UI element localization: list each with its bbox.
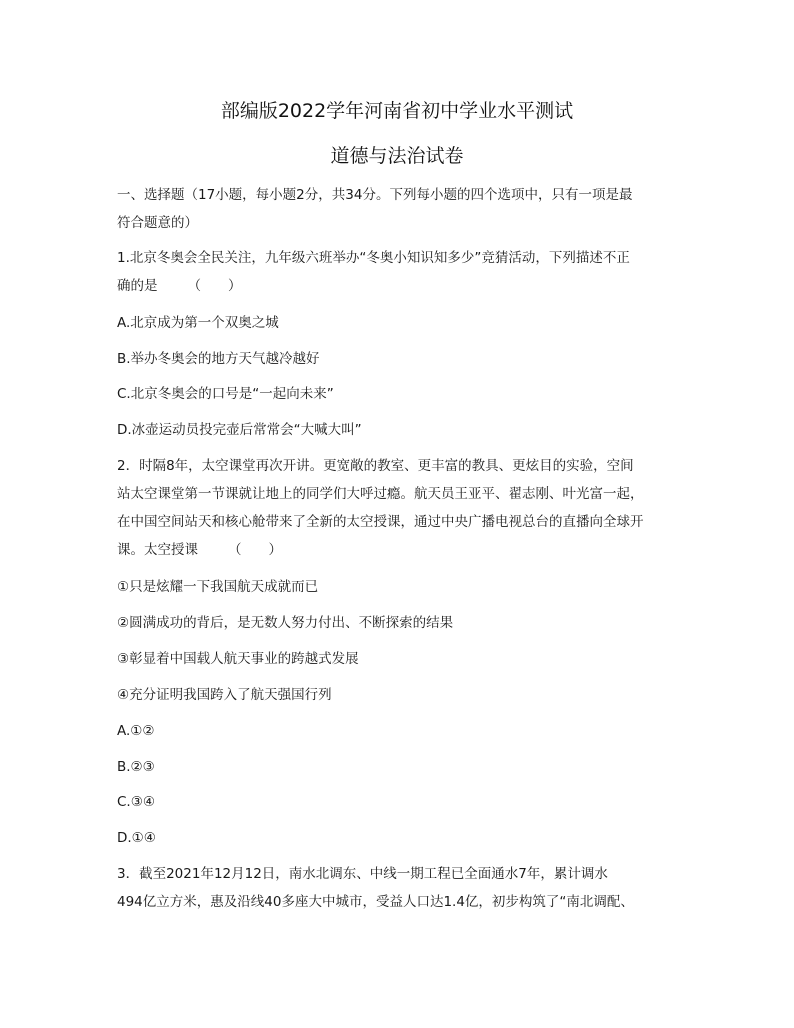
section-heading-line-2: 符合题意的） <box>117 215 198 231</box>
answer-bracket: （ ） <box>228 542 282 558</box>
document-subtitle: 道德与法治试卷 <box>330 145 464 167</box>
question-2-stem-line-2: 站太空课堂第一节课就让地上的同学们大呼过瘾。航天员王亚平、翟志刚、叶光富一起， <box>117 486 644 502</box>
question-2-statement-4: ④充分证明我国跨入了航天强国行列 <box>117 687 332 703</box>
question-2-option-c: C.③④ <box>117 794 155 810</box>
question-1-option-a: A.北京成为第一个双奥之城 <box>117 315 279 331</box>
question-1-stem-text: 确的是 <box>117 278 158 294</box>
question-2-stem-line-3: 在中国空间站天和核心舱带来了全新的太空授课，通过中央广播电视总台的直播向全球开 <box>117 514 644 530</box>
question-2-stem-text: 课。太空授课 <box>117 542 198 558</box>
question-2-stem-line-1: 2．时隔8年，太空课堂再次开讲。更宽敞的教室、更丰富的教具、更炫目的实验，空间 <box>117 458 634 474</box>
question-2-stem-line-4 <box>117 540 282 560</box>
question-2-statement-1: ①只是炫耀一下我国航天成就而已 <box>117 579 319 595</box>
question-3-stem-line-2: 494亿立方米，惠及沿线40多座大中城市，受益人口达1.4亿，初步构筑了“南北调配、 <box>117 894 634 910</box>
question-2-option-b: B.②③ <box>117 759 155 775</box>
answer-bracket: （ ） <box>187 278 242 294</box>
document-title: 部编版2022学年河南省初中学业水平测试 <box>220 100 574 122</box>
question-2-option-d: D.①④ <box>117 830 156 846</box>
question-2-statement-2: ②圆满成功的背后，是无数人努力付出、不断探索的结果 <box>117 615 454 631</box>
question-1-option-c: C.北京冬奥会的口号是“一起向未来” <box>117 386 334 402</box>
question-2-option-a: A.①② <box>117 723 155 739</box>
question-1-stem-line-2 <box>117 276 242 296</box>
question-1-option-b: B.举办冬奥会的地方天气越冷越好 <box>117 351 320 367</box>
question-1-option-d: D.冰壶运动员投完壶后常常会“大喊大叫” <box>117 422 362 438</box>
section-heading-line-1: 一、选择题（17小题，每小题2分，共34分。下列每小题的四个选项中，只有一项是最 <box>117 187 633 203</box>
question-2-statement-3: ③彰显着中国载人航天事业的跨越式发展 <box>117 651 359 667</box>
question-1-stem-line-1: 1.北京冬奥会全民关注，九年级六班举办“冬奥小知识知多少”竞猜活动，下列描述不正 <box>117 250 630 266</box>
question-3-stem-line-1: 3．截至2021年12月12日，南水北调东、中线一期工程已全面通水7年，累计调水 <box>117 866 608 882</box>
